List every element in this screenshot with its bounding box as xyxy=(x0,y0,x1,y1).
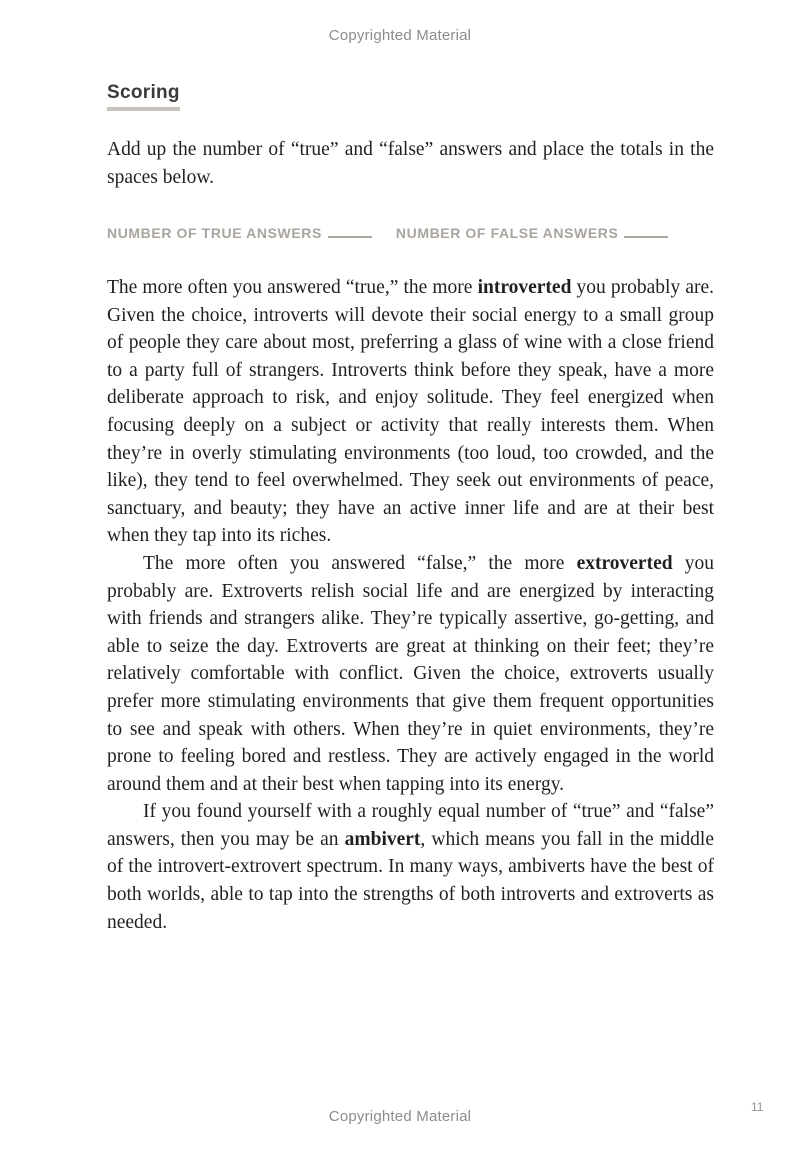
p1-text-before: The more often you answered “true,” the more xyxy=(107,277,478,298)
p3-text-after: , which means you fall in the middle of the introvert-extrovert spectrum. In many ways, ambiverts have the best of both worlds, able to tap into the strengths of both introverts and extroverts as needed. xyxy=(107,828,714,933)
true-answers-blank[interactable] xyxy=(328,235,372,238)
intro-text: Add up the number of “true” and “false” answers and place the totals in the spaces below. xyxy=(107,139,714,188)
page-number: 11 xyxy=(751,1100,764,1114)
false-answers-blank[interactable] xyxy=(624,235,668,238)
p3-bold-term: ambivert xyxy=(344,828,421,850)
p3-text-before: If you found yourself with a roughly equal number of “true” and “false” answers, then you may be an xyxy=(107,801,714,850)
paragraph-introverted xyxy=(107,274,714,550)
answer-totals-row xyxy=(107,225,668,241)
p2-text-before: The more often you answered “false,” the more xyxy=(143,552,577,574)
p1-bold-term: introverted xyxy=(477,277,572,298)
section-title: Scoring xyxy=(107,82,180,111)
intro-paragraph xyxy=(107,136,714,191)
paragraph-extroverted xyxy=(107,550,714,798)
copyright-watermark-top: Copyrighted Material xyxy=(328,27,472,44)
p2-text-after: you probably are. Extroverts relish social life and are energized by interacting with friends and strangers alike. They’re typically assertive, go-getting, and able to seize the day. Extroverts are great at thinking on their feet; they’re relatively comfortable with conflict. Given the choice, extroverts usually prefer more stimulating environments that give them frequent opportunities to see and speak with others. When they’re in quiet environments, they’re prone to feeling bored and restless. They are actively engaged in the world around them and at their best when tapping into its energy. xyxy=(107,552,714,795)
body-text xyxy=(107,274,714,936)
false-answers-label: NUMBER OF FALSE ANSWERS xyxy=(395,225,619,241)
p2-bold-term: extroverted xyxy=(576,552,673,574)
paragraph-ambivert xyxy=(107,798,714,936)
true-answers-label: NUMBER OF TRUE ANSWERS xyxy=(107,225,322,241)
p1-text-after: you probably are. Given the choice, introverts will devote their social energy to a small group of people they care about most, preferring a glass of wine with a close friend to a party full of strangers. Introverts think before they speak, have a more deliberate approach to risk, and enjoy solitude. They feel energized when focusing deeply on a subject or activity that really interests them. When they’re in overly stimulating environments (too loud, too crowded, and the like), they tend to feel overwhelmed. They seek out environments of peace, sanctuary, and beauty; they have an active inner life and are at their best when they tap into its riches. xyxy=(107,277,714,547)
copyright-watermark-bottom: Copyrighted Material xyxy=(328,1108,472,1125)
